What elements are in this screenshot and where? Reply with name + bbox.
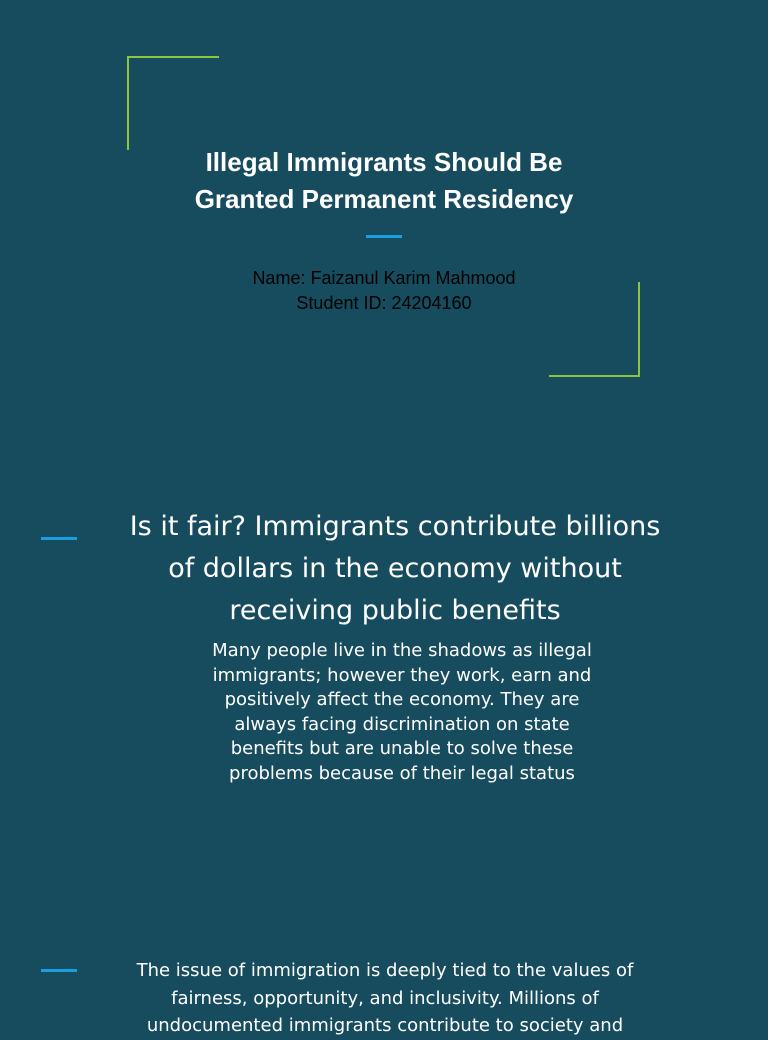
corner-bracket-bottom-right-horizontal — [549, 375, 640, 377]
corner-bracket-top-left-vertical — [127, 56, 129, 150]
title-underline-accent — [366, 235, 402, 238]
slide-heading — [90, 506, 700, 632]
body-line-4: always facing discrimination on state — [234, 713, 570, 735]
author-name: Name: Faizanul Karim Mahmood — [252, 268, 516, 288]
slide-title-line-1: Illegal Immigrants Should Be — [205, 147, 563, 177]
slide-body-text — [150, 639, 654, 786]
slide-title — [0, 144, 768, 218]
body-line-6: problems because of their legal status — [229, 762, 575, 784]
body-line-1: The issue of immigration is deeply tied to the values of — [136, 960, 634, 981]
slide-heading-line-3: receiving public benefits — [229, 595, 561, 626]
author-info — [0, 266, 768, 316]
body-line-2: immigrants; however they work, earn and — [212, 664, 592, 686]
body-line-3: positively affect the economy. They are — [224, 689, 580, 710]
corner-bracket-bottom-right-vertical — [638, 282, 640, 377]
student-id: Student ID: 24204160 — [296, 293, 472, 313]
slide-title-line-2: Granted Permanent Residency — [194, 184, 574, 214]
body-line-1: Many people live in the shadows as illegal — [212, 640, 592, 661]
slide-heading-line-1: Is it fair? Immigrants contribute billions — [129, 511, 661, 542]
body-line-2: fairness, opportunity, and inclusivity. Millions of — [171, 987, 599, 1009]
body-line-3: undocumented immigrants contribute to society and — [146, 1015, 624, 1036]
body-accent-dash — [41, 969, 77, 972]
heading-accent-dash — [41, 537, 77, 540]
body-line-5: benefits but are unable to solve these — [230, 738, 574, 759]
slide-heading-line-2: of dollars in the economy without — [168, 553, 622, 584]
corner-bracket-top-left-horizontal — [127, 56, 219, 58]
slide-body-text — [100, 957, 670, 1040]
